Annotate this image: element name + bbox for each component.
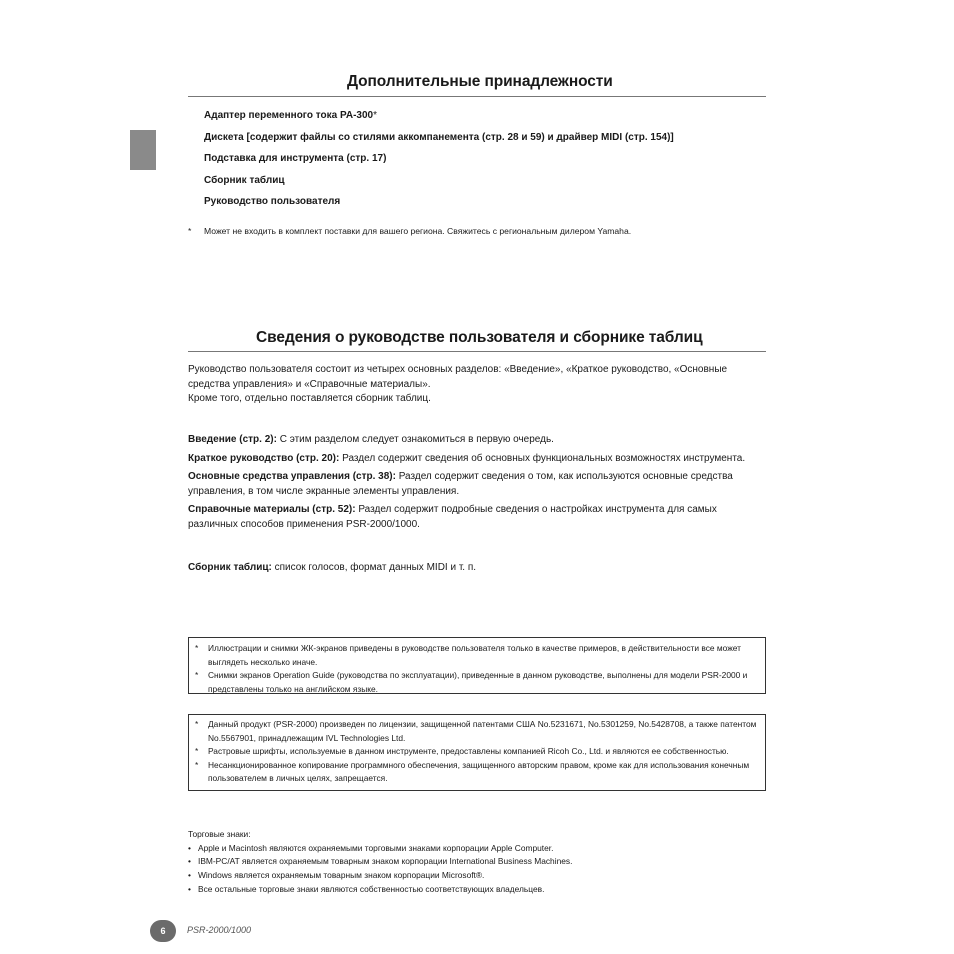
trademarks-heading: Торговые знаки: xyxy=(188,829,251,839)
section-description: Основные средства управления (стр. 38): Раздел содержит сведения о том, как используются основные средства управления, в том числе экранные элементы управления. xyxy=(188,471,733,497)
notice-item: * Иллюстрации и снимки ЖК-экранов приведены в руководстве пользователя только в качестве примеров, в действительности все может выглядеть несколько иначе. xyxy=(195,643,742,667)
trademarks-block xyxy=(188,828,572,897)
notice-box-legal xyxy=(188,714,766,791)
section-description: Введение (стр. 2): С этим разделом следует ознакомиться в первую очередь. xyxy=(188,434,554,445)
trademark-item: • Apple и Macintosh являются охраняемыми торговыми знаками корпорации Apple Computer. xyxy=(188,842,554,853)
accessory-item: Дискета [содержит файлы со стилями аккомпанемента (стр. 28 и 59) и драйвер MIDI (стр. 154)] xyxy=(204,131,674,143)
accessory-item: Адаптер переменного тока PA-300* xyxy=(204,110,378,121)
manual-intro xyxy=(188,363,760,407)
intro-paragraph: Руководство пользователя состоит из четырех основных разделов: «Введение», «Краткое руководство, «Основные средства управления» и «Справочные материалы». xyxy=(188,364,728,390)
notice-box-screens xyxy=(188,637,766,694)
manual-info-heading-rule xyxy=(188,351,766,352)
notice-item: * Снимки экранов Operation Guide (руководства по эксплуатации), приведенные в данном руководстве, выполнены для модели PSR-2000 и представлены только на английском языке. xyxy=(195,670,748,694)
intro-paragraph: Кроме того, отдельно поставляется сборник таблиц. xyxy=(188,393,431,404)
tables-description: Сборник таблиц: список голосов, формат данных MIDI и т. п. xyxy=(188,562,477,573)
accessories-footnote: Может не входить в комплект поставки для вашего региона. Свяжитесь с региональным дилером Yamaha. xyxy=(204,226,632,236)
manual-info-heading: Сведения о руководстве пользователя и сборнике таблиц xyxy=(256,329,703,346)
trademark-item: • Все остальные торговые знаки являются собственностью соответствующих владельцев. xyxy=(188,883,545,894)
accessories-list xyxy=(204,108,674,216)
section-tab-marker xyxy=(130,130,156,170)
accessory-item: Руководство пользователя xyxy=(204,196,341,207)
accessory-item: Подставка для инструмента (стр. 17) xyxy=(204,153,387,164)
footnote-asterisk: * xyxy=(188,226,192,236)
model-name: PSR-2000/1000 xyxy=(187,925,252,935)
section-description: Справочные материалы (стр. 52): Раздел содержит подробные сведения о настройках инструмента для самых различных способов применения PSR-2000/1000. xyxy=(188,504,717,530)
accessory-item: Сборник таблиц xyxy=(204,174,285,186)
notice-item: * Растровые шрифты, используемые в данном инструменте, предоставлены компанией Ricoh Co., Ltd. и являются ее собственностью. xyxy=(195,746,729,756)
page-number-badge: 6 xyxy=(150,920,176,942)
trademark-item: • Windows является охраняемым товарным знаком корпорации Microsoft®. xyxy=(188,870,485,881)
accessories-heading: Дополнительные принадлежности xyxy=(347,73,613,90)
trademark-item: • IBM-PC/AT является охраняемым товарным знаком корпорации International Business Machines. xyxy=(188,856,573,867)
section-description: Краткое руководство (стр. 20): Раздел содержит сведения об основных функциональных возможностях инструмента. xyxy=(188,452,746,464)
notice-item: * Данный продукт (PSR-2000) произведен по лицензии, защищенной патентами США No.5231671, No.5301259, No.5428708, а также патентом No.5567901, принадлежащим IVL Technologies Ltd. xyxy=(195,719,757,743)
manual-sections xyxy=(188,433,748,532)
notice-item: * Несанкционированное копирование программного обеспечения, защищенного авторским правом, кроме как для использования конечным пользователем в личных целях, запрещается. xyxy=(195,759,750,783)
accessories-heading-rule xyxy=(188,96,766,97)
